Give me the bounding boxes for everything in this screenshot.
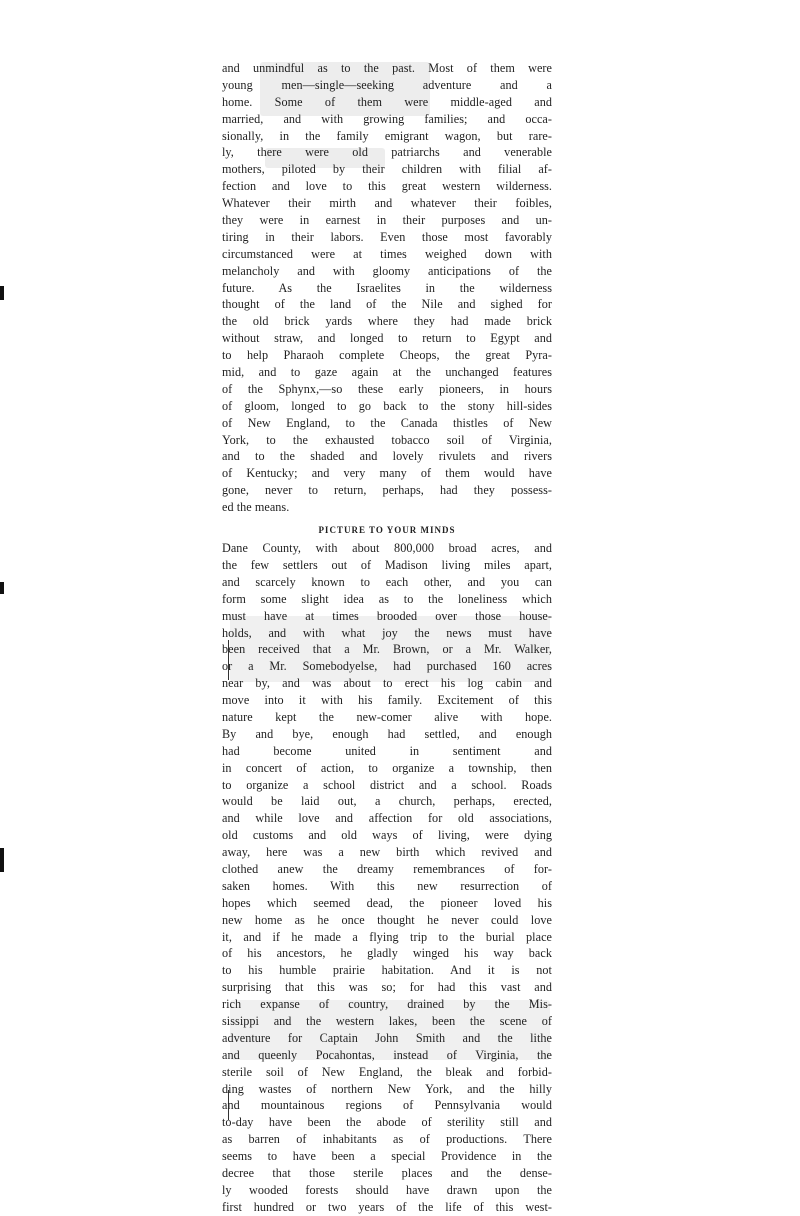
text-line: to help Pharaoh complete Cheops, the great Pyra- (222, 348, 552, 363)
text-line: ed the means. (222, 500, 290, 515)
text-line: decree that those sterile places and the dense- (222, 1166, 552, 1180)
text-line: away, here was a new birth which revived and (222, 845, 552, 860)
text-line: fection and love to this great western wilderness. (222, 179, 552, 194)
text-line: the old brick yards where they had made brick (222, 314, 552, 329)
text-line: circumstanced were at times weighed down with (222, 246, 552, 261)
text-line: would be laid out, a church, perhaps, erected, (222, 794, 552, 809)
text-line: tiring in their labors. Even those most favorably (222, 229, 552, 244)
text-line: and queenly Pocahontas, instead of Virginia, the (222, 1047, 552, 1062)
text-line: move into it with his family. Excitement of this (222, 693, 552, 708)
text-line: married, and with growing families; and occa- (222, 111, 552, 126)
edge-mark-middle (0, 582, 4, 594)
text-line: holds, and with what joy the news must have (222, 625, 552, 640)
text-line: Whatever their mirth and whatever their foibles, (222, 196, 552, 211)
section-heading: PICTURE TO YOUR MINDS (318, 525, 456, 536)
text-line: mid, and to gaze again at the unchanged features (222, 365, 552, 380)
text-line: and while love and affection for old associations, (222, 811, 552, 826)
text-line: of Kentucky; and very many of them would have (222, 466, 552, 481)
text-line: By and bye, enough had settled, and enough (222, 726, 552, 741)
text-line: rich expanse of country, drained by the Mis- (222, 997, 552, 1012)
text-line: as barren of inhabitants as of productions. There (222, 1132, 552, 1147)
text-line: of his ancestors, he gladly winged his way back (222, 946, 552, 961)
text-line: saken homes. With this new resurrection of (222, 878, 552, 893)
edge-mark-lower (0, 848, 4, 872)
text-line: it, and if he made a flying trip to the burial place (222, 929, 552, 944)
text-line: hopes which seemed dead, the pioneer loved his (222, 895, 552, 910)
text-line: had become united in sentiment and (222, 743, 552, 758)
text-line: gone, never to return, perhaps, had they possess- (222, 483, 552, 498)
text-line: of the Sphynx,—so these early pioneers, in hours (222, 381, 552, 396)
edge-mark-top (0, 286, 4, 300)
text-line: in concert of action, to organize a township, then (222, 760, 552, 775)
text-line: nature kept the new-comer alive with hope. (222, 709, 552, 724)
text-line: adventure for Captain John Smith and the lithe (222, 1030, 552, 1045)
text-line: and unmindful as to the past. Most of them were (222, 61, 552, 75)
text-line: home. Some of them were middle-aged and (222, 94, 552, 109)
text-line: sissippi and the western lakes, been the scene of (222, 1013, 552, 1028)
text-line: of gloom, longed to go back to the stony hill-sides (222, 398, 552, 413)
text-line: without straw, and longed to return to Egypt and (222, 331, 552, 346)
text-line: thought of the land of the Nile and sighed for (222, 297, 552, 312)
article-column (222, 60, 552, 1216)
text-line: near by, and was about to erect his log cabin and (222, 676, 552, 691)
text-line: and to the shaded and lovely rivulets and rivers (222, 449, 552, 464)
text-line: to organize a school district and a school. Roads (222, 777, 552, 792)
text-line: to his humble prairie habitation. And it is not (222, 963, 552, 978)
text-line: ding wastes of northern New York, and the hilly (222, 1081, 552, 1096)
text-line: and scarcely known to each other, and you can (222, 574, 552, 589)
text-line: future. As the Israelites in the wilderness (222, 280, 552, 295)
text-line: melancholy and with gloomy anticipations of the (222, 263, 552, 278)
text-line: Dane County, with about 800,000 broad acres, and (222, 541, 552, 556)
text-line: of New England, to the Canada thistles of New (222, 415, 552, 430)
text-line: old customs and old ways of living, were dying (222, 828, 552, 843)
text-line: York, to the exhausted tobacco soil of Virginia, (222, 432, 552, 447)
text-line: must have at times brooded over those house- (222, 608, 552, 623)
text-line: sionally, in the family emigrant wagon, but rare- (222, 128, 552, 143)
text-line: sterile soil of New England, the bleak and forbid- (222, 1064, 552, 1079)
paragraph-2 (222, 540, 552, 1216)
text-line: they were in earnest in their purposes and un- (222, 213, 552, 228)
text-line: and mountainous regions of Pennsylvania would (222, 1098, 552, 1113)
text-line: mothers, piloted by their children with filial af- (222, 162, 552, 177)
text-line: new home as he once thought he never could love (222, 912, 552, 927)
paragraph-1 (222, 60, 552, 516)
text-line: seems to have been a special Providence in the (222, 1149, 552, 1164)
text-line: the few settlers out of Madison living miles apart, (222, 557, 552, 572)
text-line: to-day have been the abode of sterility still and (222, 1115, 552, 1130)
text-line: ly wooded forests should have drawn upon the (222, 1182, 552, 1197)
text-line: or a Mr. Somebodyelse, had purchased 160 acres (222, 659, 552, 674)
text-line: form some slight idea as to the loneliness which (222, 591, 552, 606)
text-line: clothed anew the dreamy remembrances of for- (222, 861, 552, 876)
text-line: surprising that this was so; for had this vast and (222, 980, 552, 995)
text-line: been received that a Mr. Brown, or a Mr. Walker, (222, 642, 552, 657)
text-line: ly, there were old patriarchs and venerable (222, 145, 552, 160)
text-line: first hundred or two years of the life of this west- (222, 1199, 552, 1214)
text-line: young men—single—seeking adventure and a (222, 77, 552, 92)
